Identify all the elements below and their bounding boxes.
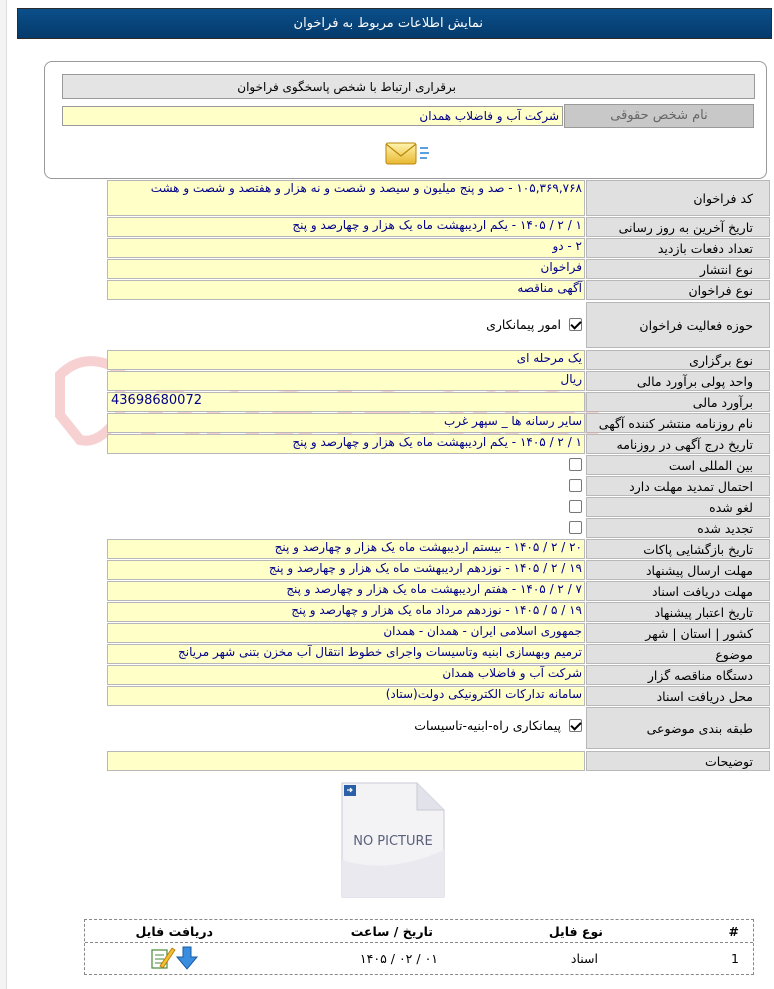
no-picture-image <box>339 780 447 900</box>
field-organizer <box>107 665 770 685</box>
field-label: محل دریافت اسناد <box>586 686 770 706</box>
field-label: حوزه فعالیت فراخوان <box>586 302 770 348</box>
field-label: تعداد دفعات بازدید <box>586 238 770 258</box>
field-description <box>107 751 770 771</box>
field-doc-location <box>107 686 770 706</box>
field-opening-date <box>107 539 770 559</box>
field-renewed <box>107 518 770 538</box>
field-last-update <box>107 217 770 237</box>
field-label: تاریخ بازگشایی پاکات <box>586 539 770 559</box>
field-value <box>107 497 585 517</box>
field-value: ۲۰ / ۲ / ۱۴۰۵ - بیستم اردیبهشت ماه یک هزار و چهارصد و پنج <box>107 539 585 559</box>
page-title: نمایش اطلاعات مربوط به فراخوان <box>293 16 483 31</box>
field-value <box>107 751 585 771</box>
field-value: یک مرحله ای <box>107 350 585 370</box>
field-value: ۱ / ۲ / ۱۴۰۵ - یکم اردیبهشت ماه یک هزار و چهارصد و پنج <box>107 434 585 454</box>
international-checkbox[interactable] <box>569 458 582 471</box>
field-value: 43698680072 <box>107 392 585 412</box>
field-international <box>107 455 770 475</box>
contact-heading: برقراری ارتباط با شخص پاسخگوی فراخوان <box>237 80 456 94</box>
field-label: برآورد مالی <box>586 392 770 412</box>
field-value: ترمیم وبهسازی ابنیه وتاسیسات واجرای خطوط انتقال آب مخزن بتنی شهر مریانج <box>107 644 585 664</box>
page-title-bar <box>17 8 772 39</box>
field-label: موضوع <box>586 644 770 664</box>
field-label: نام روزنامه منتشر کننده آگهی <box>586 413 770 433</box>
field-tender-code <box>107 180 770 216</box>
col-header-index: # <box>728 924 739 939</box>
field-value: ۱۰۵,۳۶۹,۷۶۸ - صد و پنج میلیون و سیصد و شصت و نه هزار و هفتصد و شصت و هشت <box>107 180 585 216</box>
field-validity-date <box>107 602 770 622</box>
row-index: 1 <box>731 951 739 966</box>
field-extension <box>107 476 770 496</box>
field-label: نوع برگزاری <box>586 350 770 370</box>
field-label: تاریخ آخرین به روز رسانی <box>586 217 770 237</box>
field-value: فراخوان <box>107 259 585 279</box>
field-label: نوع انتشار <box>586 259 770 279</box>
field-holding-type <box>107 350 770 370</box>
field-value: جمهوری اسلامی ایران - همدان - همدان <box>107 623 585 643</box>
renewed-checkbox[interactable] <box>569 521 582 534</box>
activity-area-label: امور پیمانکاری <box>486 317 561 332</box>
field-label: بین المللی است <box>586 455 770 475</box>
field-label: احتمال تمدید مهلت دارد <box>586 476 770 496</box>
field-label: کد فراخوان <box>586 180 770 216</box>
field-value <box>107 455 585 475</box>
category-label: پیمانکاری راه-ابنیه-تاسیسات <box>414 718 561 733</box>
field-estimate <box>107 392 770 412</box>
field-value: آگهی مناقصه <box>107 280 585 300</box>
cancelled-checkbox[interactable] <box>569 500 582 513</box>
field-cancelled <box>107 497 770 517</box>
row-date: ۰۱ / ۰۲ / ۱۴۰۵ <box>359 951 438 966</box>
field-category <box>107 707 770 749</box>
category-checkbox[interactable] <box>569 719 582 732</box>
field-value: سایر رسانه ها _ سپهر غرب <box>107 413 585 433</box>
field-value <box>107 518 585 538</box>
envelope-icon[interactable] <box>383 136 431 170</box>
field-label: مهلت دریافت اسناد <box>586 581 770 601</box>
field-value: ۲ - دو <box>107 238 585 258</box>
field-label: تاریخ اعتبار پیشنهاد <box>586 602 770 622</box>
field-currency <box>107 371 770 391</box>
field-label: نوع فراخوان <box>586 280 770 300</box>
field-value <box>107 476 585 496</box>
field-label: مهلت ارسال پیشنهاد <box>586 560 770 580</box>
contact-heading-bar <box>62 74 755 99</box>
field-tender-type <box>107 280 770 300</box>
field-value: شرکت آب و فاضلاب همدان <box>107 665 585 685</box>
field-value: ۱ / ۲ / ۱۴۰۵ - یکم اردیبهشت ماه یک هزار و چهارصد و پنج <box>107 217 585 237</box>
field-label: کشور | استان | شهر <box>586 623 770 643</box>
field-label: تاریخ درج آگهی در روزنامه <box>586 434 770 454</box>
field-doc-deadline <box>107 581 770 601</box>
extension-checkbox[interactable] <box>569 479 582 492</box>
field-newspaper <box>107 413 770 433</box>
no-picture-text: NO PICTURE <box>353 834 433 849</box>
field-value: ۱۹ / ۵ / ۱۴۰۵ - نوزدهم مرداد ماه یک هزار و چهارصد و پنج <box>107 602 585 622</box>
legal-person-label: نام شخص حقوقی <box>564 104 754 128</box>
col-header-date: تاریخ / ساعت <box>350 924 433 939</box>
field-visit-count <box>107 238 770 258</box>
field-label: طبقه بندی موضوعی <box>586 707 770 749</box>
field-value: سامانه تدارکات الکترونیکی دولت(ستاد) <box>107 686 585 706</box>
activity-area-checkbox[interactable] <box>569 318 582 331</box>
field-value: ۷ / ۲ / ۱۴۰۵ - هفتم اردیبهشت ماه یک هزار و چهارصد و پنج <box>107 581 585 601</box>
field-value <box>107 707 585 749</box>
field-submit-deadline <box>107 560 770 580</box>
field-newspaper-date <box>107 434 770 454</box>
download-icon[interactable] <box>150 944 200 972</box>
table-divider <box>85 942 753 943</box>
field-label: دستگاه مناقصه گزار <box>586 665 770 685</box>
files-table <box>84 919 754 975</box>
scrollbar-track[interactable] <box>0 0 7 989</box>
contact-panel <box>44 61 767 179</box>
field-subject <box>107 644 770 664</box>
row-file-type: اسناد <box>570 951 598 966</box>
col-header-download: دریافت فایل <box>135 924 213 939</box>
legal-person-value: شرکت آب و فاضلاب همدان <box>62 106 563 126</box>
field-value: ۱۹ / ۲ / ۱۴۰۵ - نوزدهم اردیبهشت ماه یک هزار و چهارصد و پنج <box>107 560 585 580</box>
field-location <box>107 623 770 643</box>
field-activity-area <box>107 302 770 348</box>
field-label: تجدید شده <box>586 518 770 538</box>
field-label: واحد پولی برآورد مالی <box>586 371 770 391</box>
field-label: لغو شده <box>586 497 770 517</box>
field-publish-type <box>107 259 770 279</box>
field-label: توضیحات <box>586 751 770 771</box>
col-header-type: نوع فایل <box>548 924 603 939</box>
field-value: ریال <box>107 371 585 391</box>
field-value <box>107 302 585 348</box>
